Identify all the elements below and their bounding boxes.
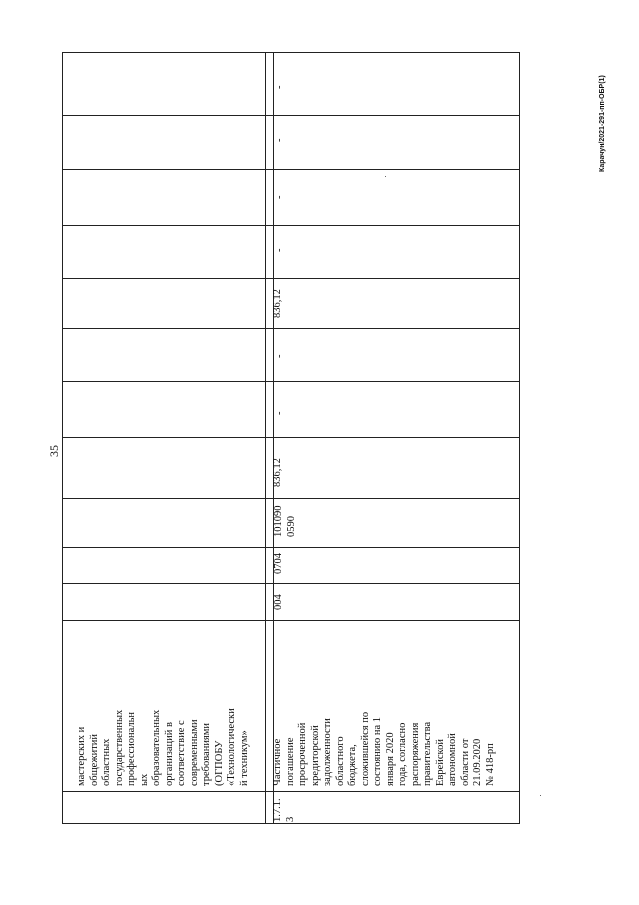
row-b-number: 1.7.1. 3 bbox=[272, 798, 296, 822]
table-line bbox=[63, 791, 519, 792]
row-b-value: 836,12 bbox=[272, 458, 283, 487]
row-b-code-3: 101090 0590 bbox=[273, 505, 297, 537]
row-b-name: Частичное погашение просроченной кредиторской задолженности областного бюджета, сложившейся по состоянию на 1 января 2020 года, согласно распоряжения правительства Еврейской автономной области от 21.09.2020 № 418-рп bbox=[272, 711, 496, 786]
row-b-code-1: 004 bbox=[273, 594, 284, 610]
row-b-value: - bbox=[274, 138, 285, 142]
row-b-value: - bbox=[274, 195, 285, 199]
table-line bbox=[273, 53, 274, 823]
document-reference-note: Карачун/2021-291-пп-ОБР(1) bbox=[599, 75, 606, 172]
row-a-name: мастерских и общежитий областных государственных профессиональн ых образовательных организаций в соответствие с современными требованиями (ОГПОБУ «Технологически й техникум» bbox=[76, 708, 250, 786]
table-line bbox=[63, 169, 519, 170]
table-line bbox=[63, 328, 519, 329]
table-line bbox=[63, 381, 519, 382]
table-line bbox=[63, 278, 519, 279]
row-b-value: - bbox=[274, 411, 285, 415]
table-line bbox=[63, 547, 519, 548]
scan-speck bbox=[540, 795, 541, 796]
row-b-value: - bbox=[274, 85, 285, 89]
row-b-code-2: 0704 bbox=[273, 553, 284, 574]
row-b-value: - bbox=[274, 354, 285, 358]
table-line bbox=[63, 620, 519, 621]
table-line bbox=[63, 498, 519, 499]
table-line bbox=[63, 115, 519, 116]
scan-speck bbox=[385, 176, 386, 177]
row-b-value: - bbox=[274, 248, 285, 252]
table-line bbox=[63, 437, 519, 438]
table-line bbox=[63, 583, 519, 584]
table-line bbox=[63, 225, 519, 226]
row-b-value: 836,12 bbox=[272, 289, 283, 318]
page-number: 35 bbox=[47, 445, 61, 457]
table-line bbox=[265, 53, 266, 823]
